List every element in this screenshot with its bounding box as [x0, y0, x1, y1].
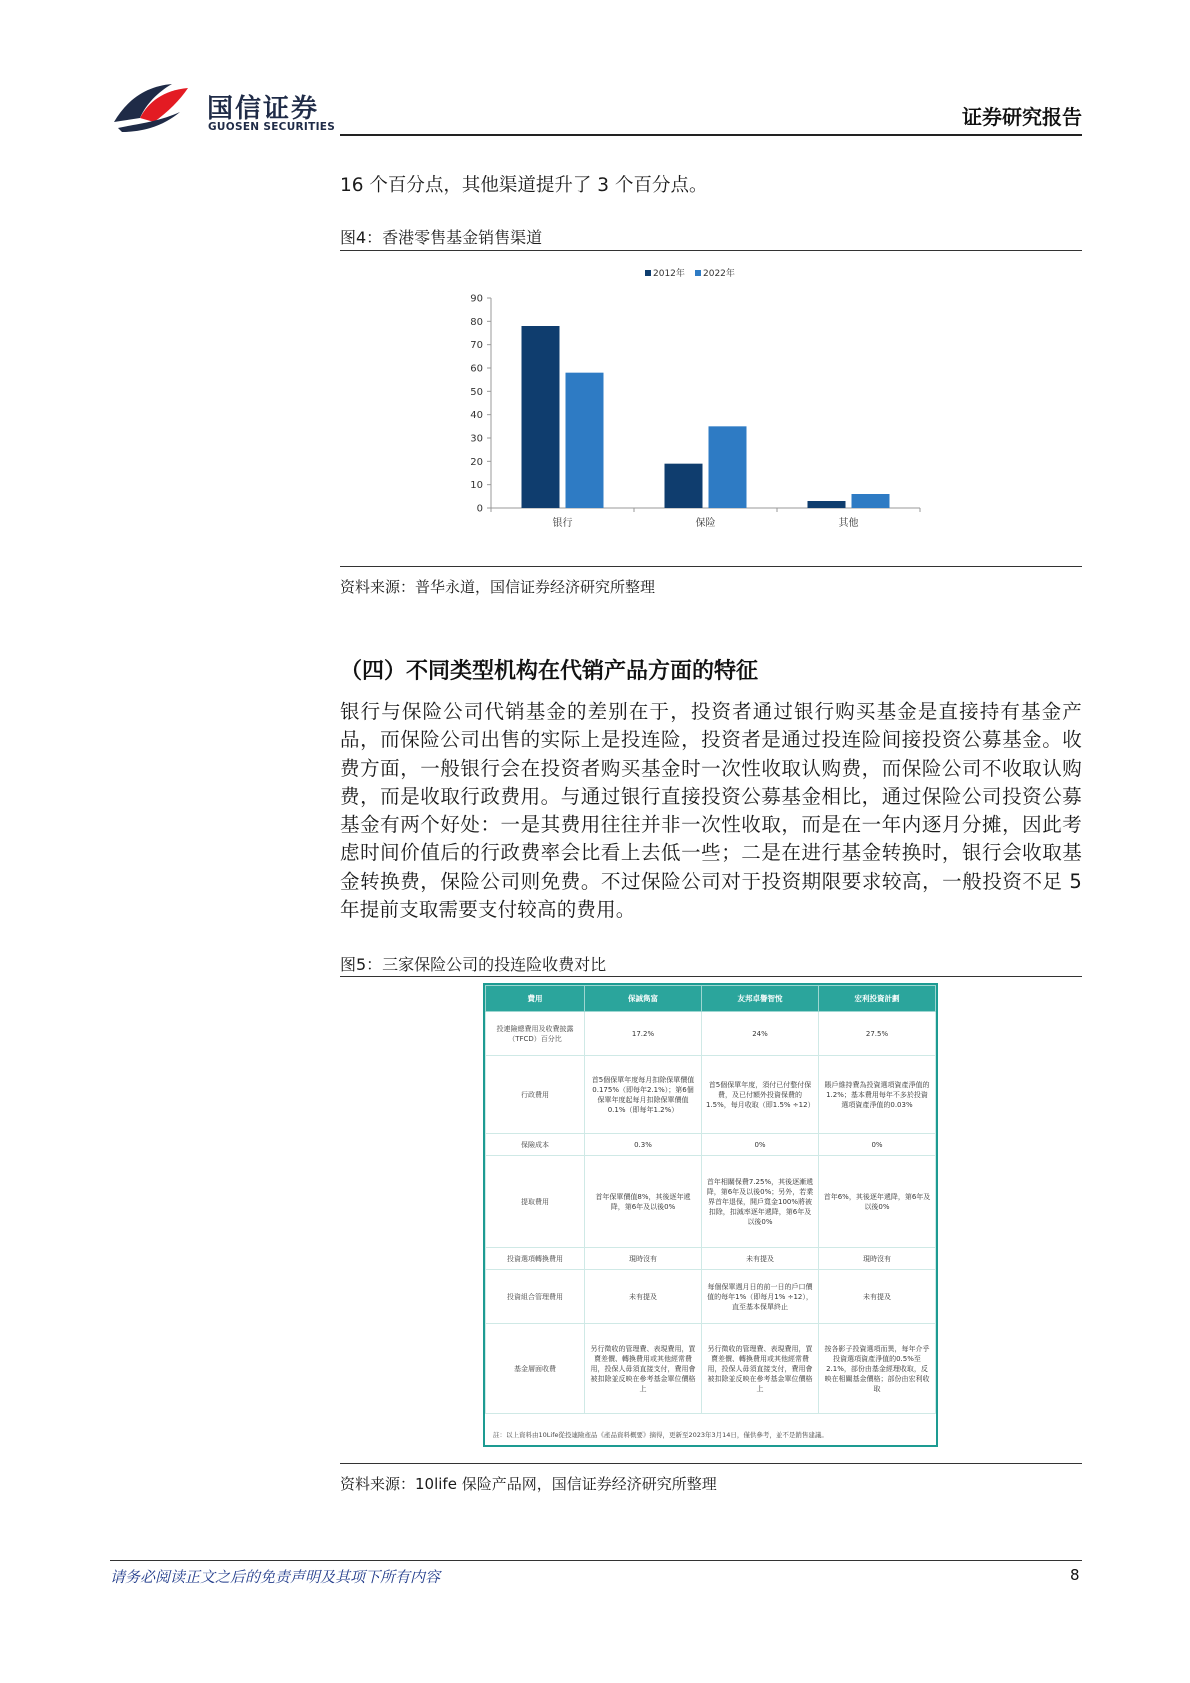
- y-tick-label: 30: [470, 433, 483, 445]
- legend-label: 2022年: [703, 269, 735, 279]
- y-tick-label: 0: [476, 503, 483, 515]
- legend-label: 2012年: [653, 269, 685, 279]
- section-heading: （四）不同类型机构在代销产品方面的特征: [340, 659, 759, 684]
- table-cell: 0%: [702, 1134, 819, 1156]
- row-label: 保險成本: [486, 1134, 585, 1156]
- table-row: [486, 1270, 936, 1324]
- row-label: 投資選項轉換費用: [486, 1248, 585, 1270]
- table-row: [486, 1056, 936, 1134]
- table-cell: 另行徵收的管理費、表現費用，買賣差價、轉換費用或其他經常費用，投保人毋須直接支付，費用會被扣除並反映在參考基金單位價格上: [585, 1324, 702, 1414]
- y-tick-label: 90: [470, 293, 483, 305]
- table-cell: 現時沒有: [585, 1248, 702, 1270]
- header-cell: 宏利投資計劃: [819, 986, 936, 1012]
- fee-comparison-table: [485, 985, 936, 1414]
- row-label: 基金層面收費: [486, 1324, 585, 1414]
- table-cell: 另行徵收的管理費、表現費用，買賣差價、轉換費用或其他經常費用，投保人毋須直接支付，費用會被扣除並反映在參考基金單位價格上: [702, 1324, 819, 1414]
- table-cell: 0%: [819, 1134, 936, 1156]
- bar-2022年-银行: [566, 373, 604, 508]
- table-cell: 每個保單週月日的前一日的戶口價值的每年1%（即每月1% ÷12），直至基本保單終止: [702, 1270, 819, 1324]
- footer-divider: [110, 1560, 1082, 1561]
- figure5-title: 图5：三家保险公司的投连险收费对比: [340, 955, 607, 974]
- logo-text-cn: 国信证券: [207, 94, 320, 124]
- figure5-source: 资料来源：10life 保险产品网，国信证券经济研究所整理: [340, 1475, 717, 1493]
- table-cell: 首年保單價值8%，其後逐年遞降，第6年及以後0%: [585, 1156, 702, 1248]
- table-cell: 賬戶維持費為投資選項資產淨值的1.2%；基本費用每年不多於投資選項資產淨值的0.03%: [819, 1056, 936, 1134]
- header-divider: [340, 134, 1082, 136]
- table-row: [486, 1012, 936, 1056]
- table-cell: 首5個保單年度，須付已付整付保費，及已付額外投資保費的1.5%，每月收取（即1.5% ÷12）: [702, 1056, 819, 1134]
- x-tick-label: 银行: [552, 518, 573, 529]
- bar-2012年-保险: [665, 464, 703, 508]
- table-cell: 0.3%: [585, 1134, 702, 1156]
- bar-2012年-其他: [808, 501, 846, 508]
- table-cell: 17.2%: [585, 1012, 702, 1056]
- header-cell: 費用: [486, 986, 585, 1012]
- figure4-source-rule: [340, 566, 1082, 567]
- body-intro-line: 16 个百分点，其他渠道提升了 3 个百分点。: [340, 175, 708, 196]
- figure5-source-rule: [340, 1463, 1082, 1464]
- table-row: [486, 1134, 936, 1156]
- x-tick-label: 保险: [695, 518, 716, 529]
- table-cell: 27.5%: [819, 1012, 936, 1056]
- header-cell: 保誠雋富: [585, 986, 702, 1012]
- table-cell: 首5個保單年度每月扣除保單價值0.175%（即每年2.1%）；第6個保單年度起每月扣除保單價值0.1%（即每年1.2%）: [585, 1056, 702, 1134]
- section-paragraph: 银行与保险公司代销基金的差别在于，投资者通过银行购买基金是直接持有基金产品，而保险公司出售的实际上是投连险，投资者是通过投连险间接投资公募基金。收费方面，一般银行会在投资者购买基金时一次性收取认购费，而保险公司不收取认购费，而是收取行政费用。与通过银行直接投资公募基金相比，通过保险公司投资公募基金有两个好处：一是其费用往往并非一次性收取，而是在一年内逐月分摊，因此考虑时间价值后的行政费率会比看上去低一些；二是在进行基金转换时，银行会收取基金转换费，保险公司则免费。不过保险公司对于投资期限要求较高，一般投资不足 5 年提前支取需要支付较高的费用。: [340, 700, 1082, 922]
- figure4-bar-chart: [455, 263, 935, 548]
- footer-disclaimer: 请务必阅读正文之后的免责声明及其项下所有内容: [110, 1568, 441, 1586]
- table-row: [486, 1324, 936, 1414]
- table-cell: 未有提及: [585, 1270, 702, 1324]
- y-tick-label: 10: [470, 480, 483, 492]
- y-tick-label: 80: [470, 316, 483, 328]
- y-tick-label: 50: [470, 386, 483, 398]
- table-row: [486, 1248, 936, 1270]
- table-row: [486, 1156, 936, 1248]
- y-tick-label: 40: [470, 410, 483, 422]
- table-cell: 首年相關保費7.25%，其後逐漸遞降，第6年及以後0%；另外，若業界首年退保，開戶寬金100%將被扣除，扣減率逐年遞降，第6年及以後0%: [702, 1156, 819, 1248]
- figure4-source: 资料来源：普华永道，国信证券经济研究所整理: [340, 578, 656, 596]
- bar-2012年-银行: [522, 326, 560, 508]
- report-type-title: 证券研究报告: [962, 105, 1082, 129]
- page-number: 8: [1070, 1566, 1080, 1584]
- row-label: 投資組合管理費用: [486, 1270, 585, 1324]
- logo-text-en: GUOSEN SECURITIES: [208, 121, 336, 133]
- x-tick-label: 其他: [838, 518, 859, 529]
- table-cell: 24%: [702, 1012, 819, 1056]
- table-header-row: [486, 986, 936, 1012]
- figure4-title: 图4：香港零售基金销售渠道: [340, 228, 543, 247]
- header-cell: 友邦卓譽智悅: [702, 986, 819, 1012]
- table-cell: 未有提及: [702, 1248, 819, 1270]
- table-cell: 未有提及: [819, 1270, 936, 1324]
- row-label: 提取費用: [486, 1156, 585, 1248]
- bar-2022年-保险: [709, 426, 747, 508]
- table-cell: 首年6%，其後逐年遞降，第6年及以後0%: [819, 1156, 936, 1248]
- table-note: 註：以上資料由10Life從投連險產品《產品資料概要》摘得，更新至2023年3月14日，僅供參考，並不是銷售建議。: [493, 1431, 828, 1439]
- legend-swatch-2012年: [645, 270, 651, 276]
- y-tick-label: 70: [470, 340, 483, 352]
- figure4-title-rule: [340, 250, 1082, 251]
- y-tick-label: 60: [470, 363, 483, 375]
- row-label: 行政費用: [486, 1056, 585, 1134]
- figure5-title-rule: [340, 976, 1082, 977]
- table-cell: 按各影子投資選項而異，每年介乎投資選項資產淨值的0.5%至2.1%，部份由基金經理收取，反映在相關基金價格；部份由宏利收取: [819, 1324, 936, 1414]
- guosen-logo-icon: [110, 78, 192, 136]
- bar-2022年-其他: [852, 494, 890, 508]
- y-tick-label: 20: [470, 456, 483, 468]
- insurance-fee-table: [483, 983, 938, 1447]
- table-cell: 現時沒有: [819, 1248, 936, 1270]
- row-label: 投連險總費用及收費披露（TFCD）百分比: [486, 1012, 585, 1056]
- legend-swatch-2022年: [695, 270, 701, 276]
